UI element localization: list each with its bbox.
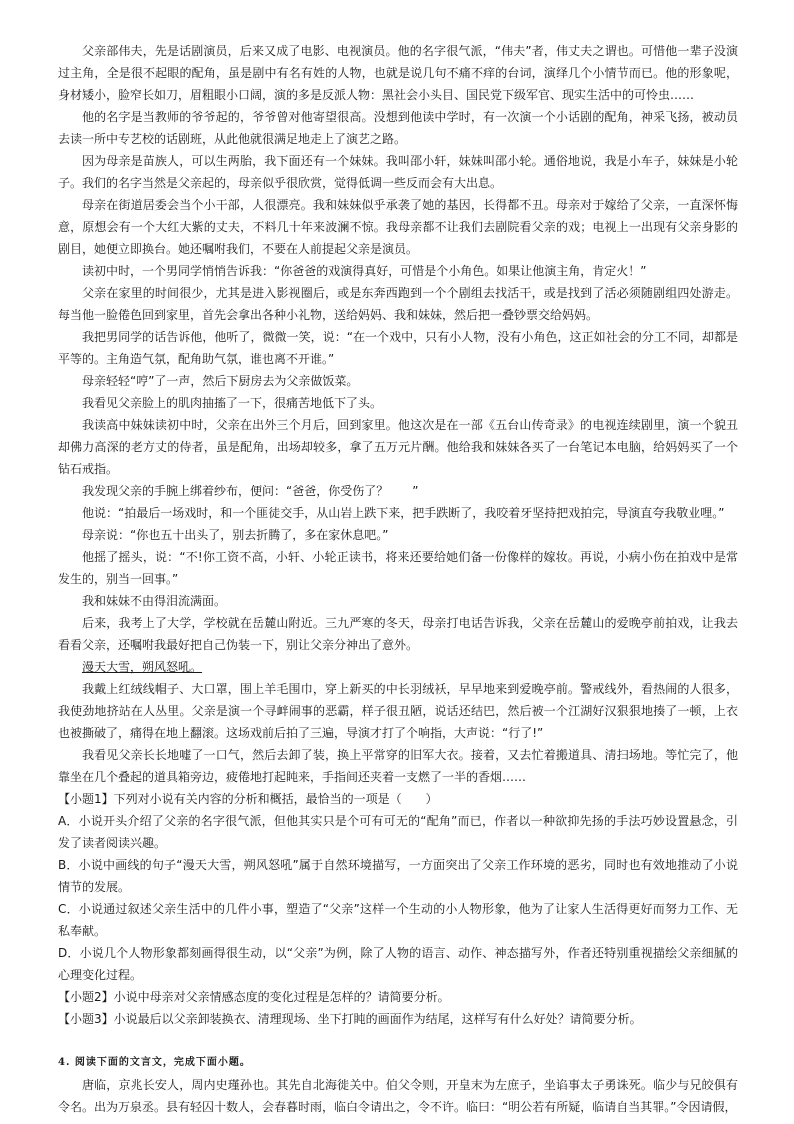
story-paragraph: 后来，我考上了大学，学校就在岳麓山附近。三九严寒的冬天，母亲打电话告诉我，父亲在岳麓山的爱晚亭前拍戏，让我去看看父亲，还嘱咐我最好把自己伪装一下，别让父亲分神出了意外。: [58, 616, 738, 652]
story-paragraph: 读初中时，一个男同学悄悄告诉我：“你爸爸的戏演得真好，可惜是个小角色。如果让他演主角，肯定火！”: [82, 264, 647, 278]
story-paragraph: 他的名字是当教师的爷爷起的，爷爷曾对他寄望很高。没想到他读中学时，有一次演一个小话剧的配角，神采飞扬，被动员去读一所中专艺校的话剧班，从此他就很满足地走上了演艺之路。: [58, 110, 738, 146]
story-paragraph: 母亲在街道居委会当个小干部，人很漂亮。我和妹妹似乎承袭了她的基因，长得都不丑。母亲对于嫁给了父亲，一直深怀悔意，原想会有一个大红大紫的丈夫，不料几十年来波澜不惊。我母亲都不让我们去剧院看父亲的戏；电视上一出现有父亲身影的剧目，她便立即换台。她还嘱咐我们，不要在人前提起父亲是演员。: [58, 198, 738, 256]
classical-text-paragraph: 唐临，京兆长安人，周内史瑾孙也。其先自北海徙关中。伯父令则，开皇末为左庶子，坐谄事太子勇诛死。临少与兄皎俱有令名。出为万泉丞。县有轻囚十数人，会春暮时雨，临白令请出之，令不许。临曰：“明公若有所疑，临请自当其罪。”令因请假，: [58, 1078, 738, 1114]
option-a: A．小说开头介绍了父亲的名字很气派，但他其实只是个可有可无的“配角”而已，作者以一种欲抑先扬的手法巧妙设置悬念，引发了读者阅读兴趣。: [58, 814, 738, 850]
question-3: 【小题3】小说最后以父亲卸装换衣、清理现场、坐下打盹的画面作为结尾，这样写有什么好处？请简要分析。: [58, 1012, 642, 1026]
story-paragraph: 父亲在家里的时间很少，尤其是进入影视圈后，或是东奔西跑到一个个剧组去找活干，或是找到了活必须随剧组四处游走。每当他一脸倦色回到家里，首先会拿出各种小礼物，送给妈妈、我和妹妹，然后把一叠钞票交给妈妈。: [58, 286, 738, 322]
section-spacer: [58, 1030, 738, 1052]
question-2: 【小题2】小说中母亲对父亲情感态度的变化过程是怎样的？请简要分析。: [58, 990, 450, 1004]
story-paragraph: 母亲说：“你也五十出头了，别去折腾了，多在家休息吧。”: [82, 528, 389, 542]
underlined-sentence-text: 漫天大雪，朔风怒吼。: [82, 660, 203, 674]
story-paragraph: 我读高中妹妹读初中时，父亲在出外三个月后，回到家里。他这次是在一部《五台山传奇录》的电视连续剧里，演一个貌丑却佛力高深的老方丈的侍者，虽是配角，出场却较多，拿了五万元片酬。他给我和妹妹各买了一台笔记本电脑，给妈妈买了一个钻石戒指。: [58, 418, 738, 476]
story-paragraph: 父亲部伟夫，先是话剧演员，后来又成了电影、电视演员。他的名字很气派，“伟夫”者，伟丈夫之谓也。可惜他一辈子没演过主角，全是很不起眼的配角，虽是剧中有名有姓的人物，也就是说几句不痛不痒的台词，演绎几个小情节而已。他的形象呢，身材矮小，脸窄长如刀，眉粗眼小口阔，演的多是反派人物：黑社会小头目、国民党下级军官、现实生活中的可怜虫……: [58, 44, 738, 102]
option-d: D．小说几个人物形象都刻画得很生动，以“父亲”为例，除了人物的语言、动作、神态描写外，作者还特别重视描绘父亲细腻的心理变化过程。: [58, 946, 738, 982]
underlined-sentence: [58, 656, 738, 678]
story-paragraph: 他说：“拍最后一场戏时，和一个匪徒交手，从山岩上跌下来，把手跌断了，我咬着牙坚持把戏拍完，导演直夸我敬业哩。”: [82, 506, 725, 520]
story-paragraph: 我戴上红绒线帽子、大口罩，围上羊毛围巾，穿上新买的中长羽绒袄，早早地来到爱晚亭前。警戒线外，看热闹的人很多，我使劲地挤站在人丛里。父亲是演一个寻衅闹事的恶霸，样子很丑陋，说话还结巴，然后被一个江湖好汉狠狠地揍了一顿，上衣也被撕破了，痛得在地上翻滚。这场戏前后拍了三遍，导演才打了个响指，大声说：“行了!”: [58, 682, 738, 740]
story-paragraph: 母亲轻轻“哼”了一声，然后下厨房去为父亲做饭菜。: [82, 374, 359, 388]
story-paragraph: 我发现父亲的手腕上绑着纱布，便问：“爸爸，你受伤了？ ”: [82, 484, 419, 498]
story-paragraph: 他摇了摇头，说：“不!你工资不高，小轩、小轮正读书，将来还要给她们备一份像样的嫁妆。再说，小病小伤在拍戏中是常发生的，别当一回事。”: [58, 550, 738, 586]
section-4-heading: 4. 阅读下面的文言文，完成下面小题。: [58, 1057, 251, 1068]
option-b: B．小说中画线的句子“漫天大雪，朔风怒吼”属于自然环境描写，一方面突出了父亲工作环境的恶劣，同时也有效地推动了小说情节的发展。: [58, 858, 738, 894]
story-paragraph: 我把男同学的话告诉他，他听了，微微一笑，说：“在一个戏中，只有小人物，没有小角色，这正如社会的分工不同，却都是平等的。主角造气氛，配角助气氛，谁也离不开谁。”: [58, 330, 738, 366]
question-1: 【小题1】下列对小说有关内容的分析和概括，最恰当的一项是（ ）: [58, 792, 438, 806]
document-body: [58, 40, 738, 1118]
story-paragraph: 我和妹妹不由得泪流满面。: [82, 594, 227, 608]
story-paragraph: 我看见父亲长长地嘘了一口气，然后去卸了装，换上平常穿的旧军大衣。接着，又去忙着搬道具、清扫场地。等忙完了，他靠坐在几个叠起的道具箱旁边，疲倦地打起盹来，手指间还夹着一支燃了一半的香烟……: [58, 748, 738, 784]
option-c: C．小说通过叙述父亲生活中的几件小事，塑造了“父亲”这样一个生动的小人物形象，他为了让家人生活得更好而努力工作、无私奉献。: [58, 902, 738, 938]
story-paragraph: 因为母亲是苗族人，可以生两胎，我下面还有一个妹妹。我叫邵小轩，妹妹叫邵小轮。通俗地说，我是小车子，妹妹是小轮子。我们的名字当然是父亲起的，母亲似乎很欣赏，觉得低调一些反而会有大出息。: [58, 154, 738, 190]
story-paragraph: 我看见父亲脸上的肌肉抽搐了一下，很痛苦地低下了头。: [82, 396, 383, 410]
